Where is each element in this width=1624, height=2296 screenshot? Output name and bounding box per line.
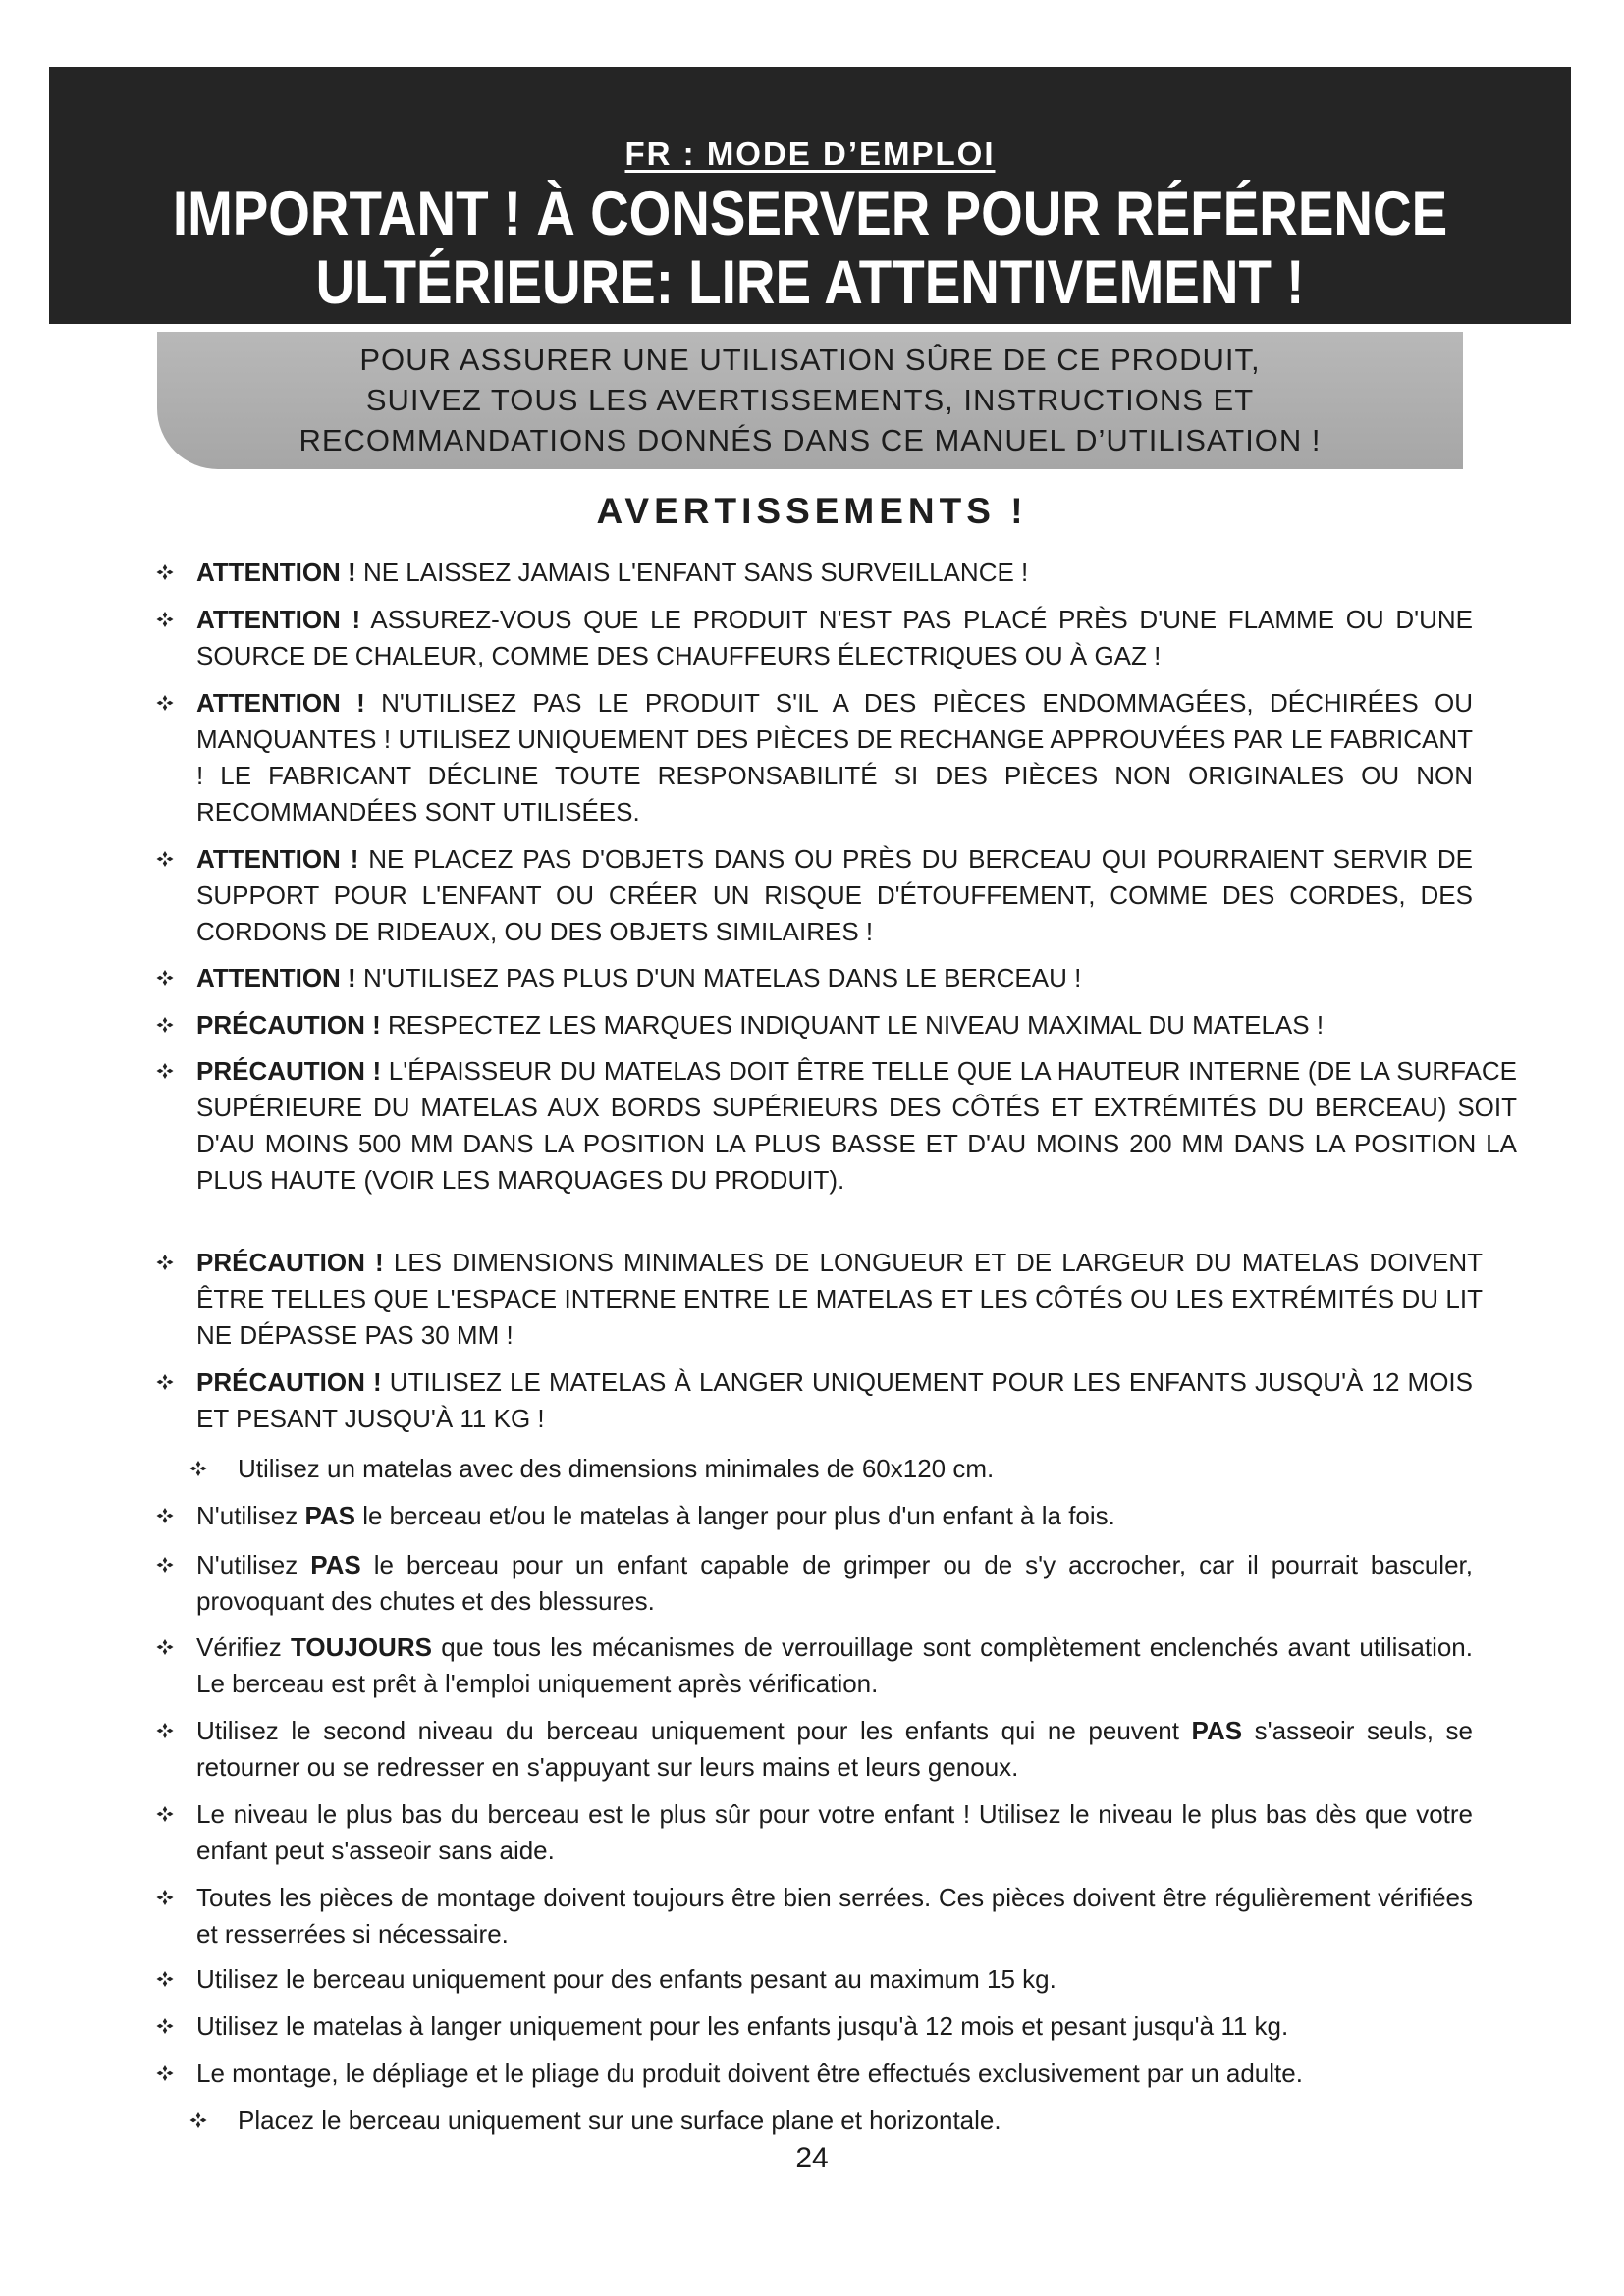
diamond-bullet-icon — [155, 688, 175, 718]
warning-keyword: ATTENTION ! — [196, 963, 356, 992]
warning-keyword: PRÉCAUTION ! — [196, 1367, 382, 1397]
diamond-bullet-icon — [155, 1248, 175, 1277]
warning-keyword: PRÉCAUTION ! — [196, 1056, 382, 1086]
diamond-bullet-icon — [155, 1367, 175, 1397]
warning-text: N'UTILISEZ PAS PLUS D'UN MATELAS DANS LE BERCEAU ! — [355, 963, 1082, 992]
warning-text: UTILISEZ LE MATELAS À LANGER UNIQUEMENT POUR LES ENFANTS JUSQU'À 12 MOIS ET PESANT JUSQU'À 11 KG ! — [196, 1367, 1473, 1433]
warning-keyword: PRÉCAUTION ! — [196, 1010, 381, 1040]
diamond-bullet-icon — [155, 1883, 175, 1912]
instruction-item: Le niveau le plus bas du berceau est le plus sûr pour votre enfant ! Utilisez le niveau le plus bas dès que votre enfant peut s'asseoir sans aide. — [196, 1796, 1473, 1869]
warning-text: RESPECTEZ LES MARQUES INDIQUANT LE NIVEAU MAXIMAL DU MATELAS ! — [380, 1010, 1325, 1040]
warning-text: NE PLACEZ PAS D'OBJETS DANS OU PRÈS DU BERCEAU QUI POURRAIENT SERVIR DE SUPPORT POUR L'ENFANT OU CRÉER UN RISQUE D'ÉTOUFFEMENT, COMME DES CORDES, DES CORDONS DE RIDEAUX, OU DES OBJETS SIMILAIRES ! — [196, 844, 1473, 946]
banner-line-3: RECOMMANDATIONS DONNÉS DANS CE MANUEL D’UTILISATION ! — [298, 423, 1322, 457]
page-number: 24 — [795, 2142, 829, 2174]
warning-item — [196, 685, 1473, 830]
instruction-item: Le montage, le dépliage et le pliage du produit doivent être effectués exclusivement par un adulte. — [196, 2056, 1502, 2092]
diamond-bullet-icon — [155, 1799, 175, 1829]
title-line-2: ULTÉRIEURE: LIRE ATTENTIVEMENT ! — [315, 248, 1305, 317]
instruction-item: Utilisez un matelas avec des dimensions minimales de 60x120 cm. — [238, 1451, 1465, 1487]
diamond-bullet-icon — [155, 1056, 175, 1086]
diamond-bullet-icon — [155, 1501, 175, 1530]
diamond-bullet-icon — [155, 1010, 175, 1040]
warning-item — [196, 602, 1473, 674]
header-banner — [49, 67, 1571, 324]
language-subtitle: FR : MODE D’EMPLOI — [624, 135, 996, 172]
warning-item — [196, 555, 1473, 591]
banner-line-2: SUIVEZ TOUS LES AVERTISSEMENTS, INSTRUCTIONS ET — [365, 383, 1255, 417]
instruction-item: Utilisez le berceau uniquement pour des enfants pesant au maximum 15 kg. — [196, 1961, 1473, 1998]
instruction-item: Utilisez le matelas à langer uniquement pour les enfants jusqu'à 12 mois et pesant jusqu'à 11 kg. — [196, 2008, 1492, 2045]
instruction-item: Toutes les pièces de montage doivent toujours être bien serrées. Ces pièces doivent être régulièrement vérifiées et resserrées si nécessaire. — [196, 1880, 1473, 1952]
warning-keyword: ATTENTION ! — [196, 844, 359, 874]
title-line-1: IMPORTANT ! À CONSERVER POUR RÉFÉRENCE — [172, 180, 1448, 248]
diamond-bullet-icon — [155, 1964, 175, 1994]
diamond-bullet-icon — [155, 1632, 175, 1662]
instruction-item: Vérifiez TOUJOURS que tous les mécanismes de verrouillage sont complètement enclenchés avant utilisation. Le berceau est prêt à l'emploi uniquement après vérification. — [196, 1629, 1473, 1702]
warning-item — [196, 960, 1473, 996]
diamond-bullet-icon — [155, 605, 175, 634]
safety-banner-text — [157, 340, 1463, 460]
warning-item — [196, 1364, 1473, 1437]
diamond-bullet-icon — [155, 2011, 175, 2041]
warning-item — [196, 1007, 1492, 1043]
banner-line-1: POUR ASSURER UNE UTILISATION SÛRE DE CE PRODUIT, — [359, 343, 1261, 377]
warning-keyword: ATTENTION ! — [196, 558, 356, 587]
warning-text: LES DIMENSIONS MINIMALES DE LONGUEUR ET DE LARGEUR DU MATELAS DOIVENT ÊTRE TELLES QUE L'ESPACE INTERNE ENTRE LE MATELAS ET LES CÔTÉS OU LES EXTRÉMITÉS DU LIT NE DÉPASSE PAS 30 MM ! — [196, 1248, 1483, 1350]
diamond-bullet-icon — [155, 1550, 175, 1579]
warning-keyword: PRÉCAUTION ! — [196, 1248, 384, 1277]
instruction-item: N'utilisez PAS le berceau et/ou le matelas à langer pour plus d'un enfant à la fois. — [196, 1498, 1473, 1534]
diamond-bullet-icon — [189, 2106, 208, 2135]
instruction-item: Utilisez le second niveau du berceau uniquement pour les enfants qui ne peuvent PAS s'asseoir seuls, se retourner ou se redresser en s'appuyant sur leurs mains et leurs genoux. — [196, 1713, 1473, 1786]
warning-text: N'UTILISEZ PAS LE PRODUIT S'IL A DES PIÈCES ENDOMMAGÉES, DÉCHIRÉES OU MANQUANTES ! UTILISEZ UNIQUEMENT DES PIÈCES DE RECHANGE APPROUVÉES PAR LE FABRICANT ! LE FABRICANT DÉCLINE TOUTE RESPONSABILITÉ SI DES PIÈCES NON ORIGINALES OU NON RECOMMANDÉES SONT UTILISÉES. — [196, 688, 1474, 827]
diamond-bullet-icon — [155, 1716, 175, 1745]
warning-keyword: ATTENTION ! — [196, 688, 365, 718]
warning-item — [196, 1245, 1483, 1354]
diamond-bullet-icon — [189, 1454, 208, 1483]
section-title: AVERTISSEMENTS ! — [596, 491, 1028, 531]
page-title — [148, 180, 1473, 317]
warning-text: ASSUREZ-VOUS QUE LE PRODUIT N'EST PAS PLACÉ PRÈS D'UNE FLAMME OU D'UNE SOURCE DE CHALEUR, COMME DES CHAUFFEURS ÉLECTRIQUES OU À GAZ ! — [196, 605, 1473, 670]
instruction-item: Placez le berceau uniquement sur une surface plane et horizontale. — [238, 2103, 1465, 2139]
warning-item — [196, 841, 1473, 950]
warning-keyword: ATTENTION ! — [196, 605, 361, 634]
diamond-bullet-icon — [155, 844, 175, 874]
warning-text: L'ÉPAISSEUR DU MATELAS DOIT ÊTRE TELLE QUE LA HAUTEUR INTERNE (DE LA SURFACE SUPÉRIEURE DU MATELAS AUX BORDS SUPÉRIEURS DES CÔTÉS ET EXTRÉMITÉS DU BERCEAU) SOIT D'AU MOINS 500 MM DANS LA POSITION LA PLUS BASSE ET D'AU MOINS 200 MM DANS LA POSITION LA PLUS HAUTE (VOIR LES MARQUAGES DU PRODUIT). — [196, 1056, 1518, 1195]
warning-item — [196, 1053, 1517, 1199]
warning-text: NE LAISSEZ JAMAIS L'ENFANT SANS SURVEILLANCE ! — [355, 558, 1029, 587]
diamond-bullet-icon — [155, 558, 175, 587]
instruction-item: N'utilisez PAS le berceau pour un enfant capable de grimper ou de s'y accrocher, car il pourrait basculer, provoquant des chutes et des blessures. — [196, 1547, 1473, 1620]
diamond-bullet-icon — [155, 963, 175, 992]
diamond-bullet-icon — [155, 2058, 175, 2088]
